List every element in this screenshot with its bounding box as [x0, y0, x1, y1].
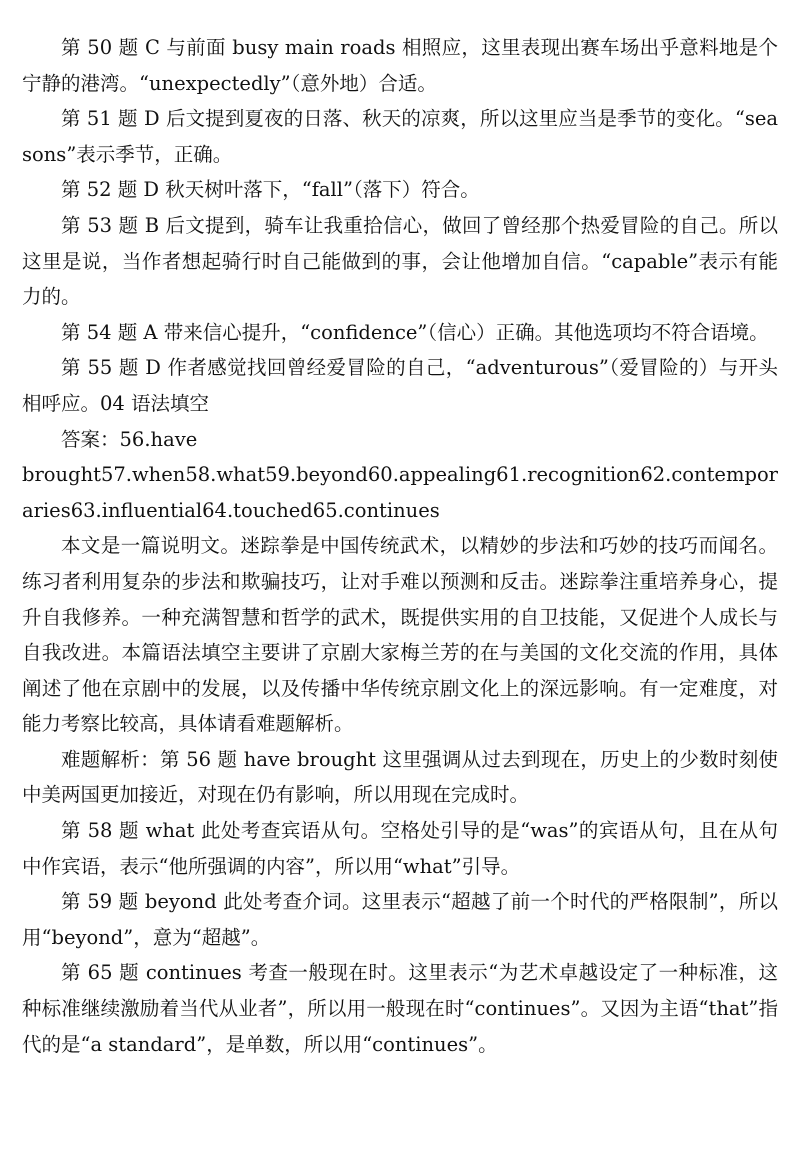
- paragraph-analysis-q59: 第 59 题 beyond 此处考查介词。这里表示“超越了前一个时代的严格限制”，所以用“beyond”，意为“超越”。: [22, 890, 778, 949]
- paragraph-q50: 第 50 题 C 与前面 busy main roads 相照应，这里表现出赛车场出乎意料地是个宁静的港湾。“unexpectedly”（意外地）合适。: [22, 36, 778, 95]
- paragraph-q52: 第 52 题 D 秋天树叶落下，“fall”（落下）符合。: [61, 178, 480, 202]
- paragraph-q53: 第 53 题 B 后文提到，骑车让我重拾信心，做回了曾经那个热爱冒险的自己。所以这里是说，当作者想起骑行时自己能做到的事，会让他增加自信。“capable”表示有能力的。: [22, 213, 778, 309]
- paragraph-q54: 第 54 题 A 带来信心提升，“confidence”（信心）正确。其他选项均不符合语境。: [61, 320, 769, 344]
- answer-label: 答案：56.have: [61, 427, 198, 451]
- paragraph-analysis-q56: 难题解析：第 56 题 have brought 这里强调从过去到现在，历史上的少数时刻使中美两国更加接近，对现在仍有影响，所以用现在完成时。: [22, 747, 778, 807]
- paragraph-analysis-q58: 第 58 题 what 此处考查宾语从句。空格处引导的是“was”的宾语从句，且在从句中作宾语，表示“他所强调的内容”，所以用“what”引导。: [22, 819, 778, 878]
- document-page: [22, 30, 778, 1062]
- paragraph-q55: 第 55 题 D 作者感觉找回曾经爱冒险的自己，“adventurous”（爱冒险的）与开头相呼应。04 语法填空: [22, 356, 778, 415]
- paragraph-summary: 本文是一篇说明文。迷踪拳是中国传统武术，以精妙的步法和巧妙的技巧而闻名。练习者利用复杂的步法和欺骗技巧，让对手难以预测和反击。迷踪拳注重培养身心，提升自我修养。一种充满智慧和哲学的武术，既提供实用的自卫技能，又促进个人成长与自我改进。本篇语法填空主要讲了京剧大家梅兰芳的在与美国的文化交流的作用，具体阐述了他在京剧中的发展，以及传播中华传统京剧文化上的深远影响。有一定难度，对能力考察比较高，具体请看难题解析。: [22, 534, 778, 736]
- answer-keys: brought57.when58.what59.beyond60.appealing61.recognition62.contemporaries63.influential64.touched65.continues: [22, 463, 779, 522]
- paragraph-analysis-q65: 第 65 题 continues 考查一般现在时。这里表示“为艺术卓越设定了一种标准，这种标准继续激励着当代从业者”，所以用一般现在时“continues”。又因为主语“that”指代的是“a standard”，是单数，所以用“continues”。: [22, 961, 778, 1056]
- paragraph-q51: 第 51 题 D 后文提到夏夜的日落、秋天的凉爽，所以这里应当是季节的变化。“seasons”表示季节，正确。: [22, 107, 778, 166]
